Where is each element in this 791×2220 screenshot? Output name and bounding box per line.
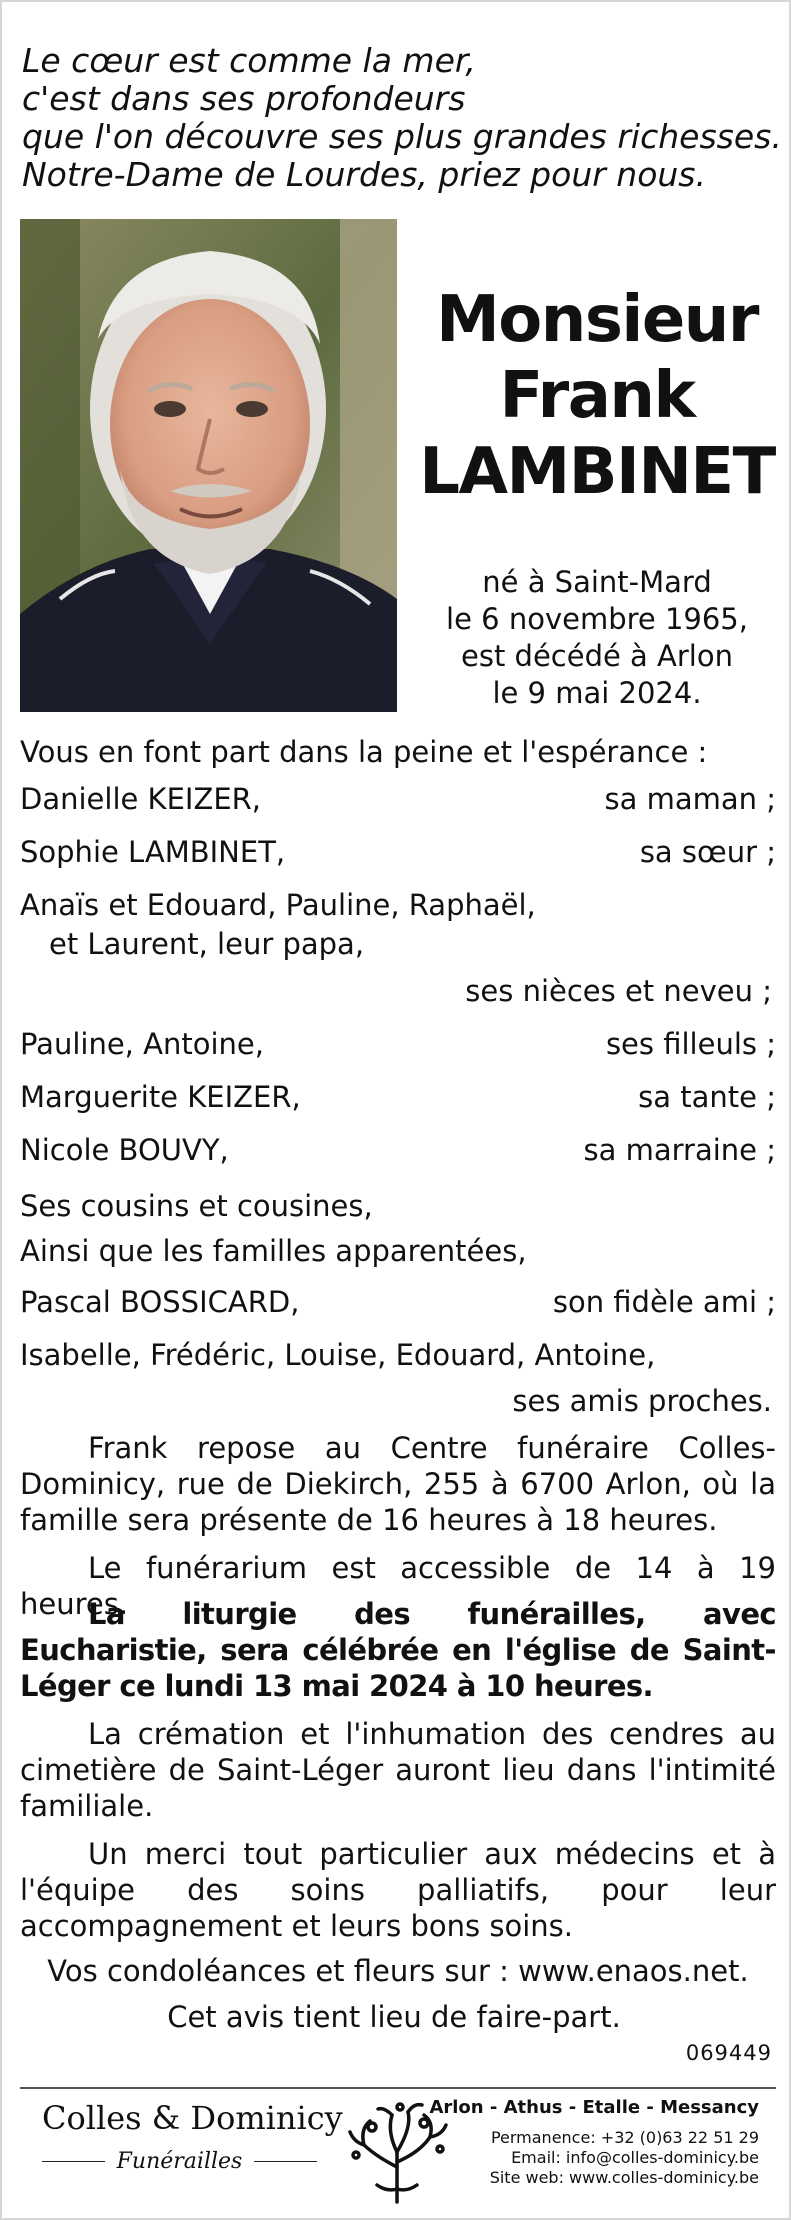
quote-line: Notre-Dame de Lourdes, priez pour nous. [22,155,706,194]
portrait-photo [20,219,397,712]
family-member-name: Danielle KEIZER, [20,782,262,816]
thanks-paragraph: Un merci tout particulier aux médecins et à l'équipe des soins palliatifs, pour leur accompagnement et leurs bons soins. [20,1837,776,1943]
family-member-name: Pauline, Antoine, [20,1027,264,1061]
deceased-name [412,282,782,510]
family-member-name: Marguerite KEIZER, [20,1080,301,1114]
branch-cities: Arlon - Athus - Etalle - Messancy [429,2097,759,2118]
reference-number: 069449 [685,2041,772,2065]
family-row [20,1080,776,1114]
family-row [20,1285,776,1319]
opening-quote [22,41,782,194]
website-line: Site web: www.colles-dominicy.be [489,2168,759,2187]
birth-place: né à Saint-Mard [482,565,712,599]
company-subtitle-row [42,2149,317,2174]
family-row [20,1133,776,1167]
quote-line: Le cœur est comme la mer, [22,41,476,80]
birth-death-info [412,564,782,712]
family-member-relation: sa tante ; [638,1080,776,1114]
family-member-name: Nicole BOUVY, [20,1133,229,1167]
family-member-name: Sophie LAMBINET, [20,835,286,869]
visiting-hours-paragraph: Le funérarium est accessible de 14 à 19 heures. [20,1551,776,1621]
portrait-illustration [20,219,397,712]
divider-line [42,2161,105,2162]
family-member-name: Anaïs et Edouard, Pauline, Raphaël, [20,888,536,922]
cousins-line: Ses cousins et cousines, [20,1189,373,1223]
family-member-name-continued: et Laurent, leur papa, [49,927,365,961]
company-subtitle: Funérailles [116,2149,243,2174]
families-line: Ainsi que les familles apparentées, [20,1234,527,1268]
contact-info [429,2097,759,2188]
divider-line [254,2161,317,2162]
family-member-relation: sa maman ; [604,782,776,816]
company-name: Colles & Dominicy [42,2099,343,2137]
funeral-service-paragraph: La liturgie des funérailles, avec Eucharistie, sera célébrée en l'église de Saint-Léger ce lundi 13 mai 2024 à 10 heures. [20,1597,776,1703]
friends-names: Isabelle, Frédéric, Louise, Edouard, Antoine, [20,1338,656,1372]
family-member-relation: ses nièces et neveu ; [465,974,772,1008]
death-date: le 9 mai 2024. [492,676,702,710]
family-member-relation: ses filleuls ; [605,1027,776,1061]
cremation-paragraph: La crémation et l'inhumation des cendres au cimetière de Saint-Léger auront lieu dans l'intimité familiale. [20,1717,776,1823]
birth-date: le 6 novembre 1965, [446,602,748,636]
phone-line: Permanence: +32 (0)63 22 51 29 [490,2128,759,2147]
family-row [20,835,776,869]
family-member-relation: sa marraine ; [583,1133,776,1167]
friend-name: Pascal BOSSICARD, [20,1285,300,1319]
family-row [20,1027,776,1061]
email-line: Email: info@colles-dominicy.be [511,2148,759,2167]
friends-relation: ses amis proches. [512,1384,772,1418]
rest-location-paragraph: Frank repose au Centre funéraire Colles-Dominicy, rue de Diekirch, 255 à 6700 Arlon, où la famille sera présente de 16 heures à 18 heures. [20,1431,776,1537]
deceased-title: Monsieur [436,283,758,357]
condolences-line: Vos condoléances et fleurs sur : www.enaos.net. [47,1954,749,1988]
family-row [20,782,776,816]
quote-line: que l'on découvre ses plus grandes richesses. [22,117,782,156]
quote-line: c'est dans ses profondeurs [22,79,466,118]
family-member-relation: sa sœur ; [639,835,776,869]
deceased-first-name: Frank [499,359,695,433]
footer-divider [20,2087,776,2089]
notice-line: Cet avis tient lieu de faire-part. [167,2000,621,2034]
deceased-last-name: LAMBINET [419,435,775,509]
death-place: est décédé à Arlon [461,639,733,673]
friend-relation: son fidèle ami ; [552,1285,776,1319]
announcement-intro: Vous en font part dans la peine et l'espérance : [20,735,708,769]
